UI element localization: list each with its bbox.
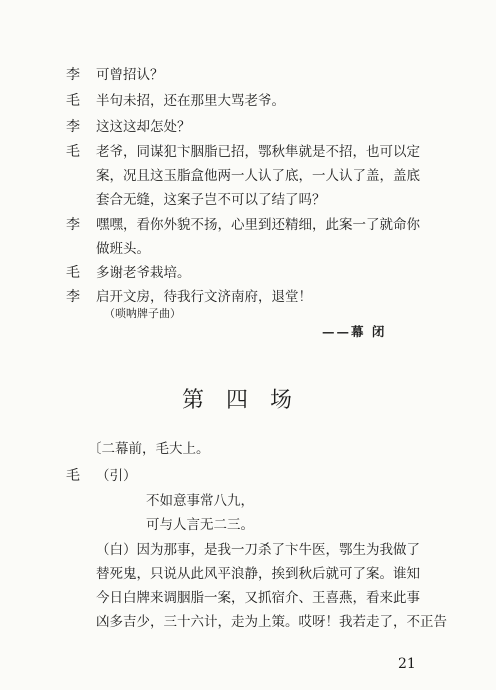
bai-line: 今日白牌来调胭脂一案，又抓宿介、王喜燕，看来此事 <box>96 590 420 606</box>
dialogue-line: 嘿嘿，看你外貌不扬，心里到还精细，此案一了就命你 <box>96 217 420 233</box>
dialogue-line: 套合无缝，这案子岂不可以了结了吗？ <box>96 192 326 208</box>
dialogue-line: 做班头。 <box>96 241 150 257</box>
page-number: 21 <box>398 656 416 672</box>
speaker-mao: 毛 <box>66 265 80 281</box>
curtain-close: ——幕 闭 <box>322 324 387 339</box>
speaker-li: 李 <box>66 119 80 135</box>
yin-marker: （引） <box>96 468 137 484</box>
bai-line: 替死鬼，只说从此风平浪静，挨到秋后就可了案。谁知 <box>96 566 420 582</box>
dialogue-line: 老爷，同谋犯卞胭脂已招，鄂秋隼就是不招，也可以定 <box>96 144 420 160</box>
dialogue-line: 半句未招，还在那里大骂老爷。 <box>96 93 285 109</box>
verse-line: 可与人言无二三。 <box>146 517 254 533</box>
speaker-mao: 毛 <box>66 144 80 160</box>
music-note: （唢呐牌子曲） <box>104 307 181 320</box>
dialogue-line: 可曾招认？ <box>96 67 164 83</box>
speaker-li: 李 <box>66 67 80 83</box>
dialogue-line: 启开文房，待我行文济南府，退堂！ <box>96 289 312 305</box>
dialogue-line: 多谢老爷栽培。 <box>96 265 191 281</box>
dialogue-line: 案，况且这玉脂盒他两一人认了底，一人认了盖，盖底 <box>96 168 420 184</box>
verse-line: 不如意事常八九， <box>146 493 254 509</box>
speaker-li: 李 <box>66 289 80 305</box>
speaker-mao: 毛 <box>66 468 80 484</box>
dialogue-line: 这这这却怎处？ <box>96 119 191 135</box>
speaker-mao: 毛 <box>66 93 80 109</box>
stage-direction: 〔二幕前，毛大上。 <box>88 441 210 457</box>
bai-line: （白）因为那事，是我一刀杀了卞牛医，鄂生为我做了 <box>96 542 420 558</box>
speaker-li: 李 <box>66 217 80 233</box>
bai-line: 凶多吉少，三十六计，走为上策。哎呀！我若走了，不正告 <box>96 614 447 630</box>
scene-title: 第四场 <box>181 388 314 413</box>
